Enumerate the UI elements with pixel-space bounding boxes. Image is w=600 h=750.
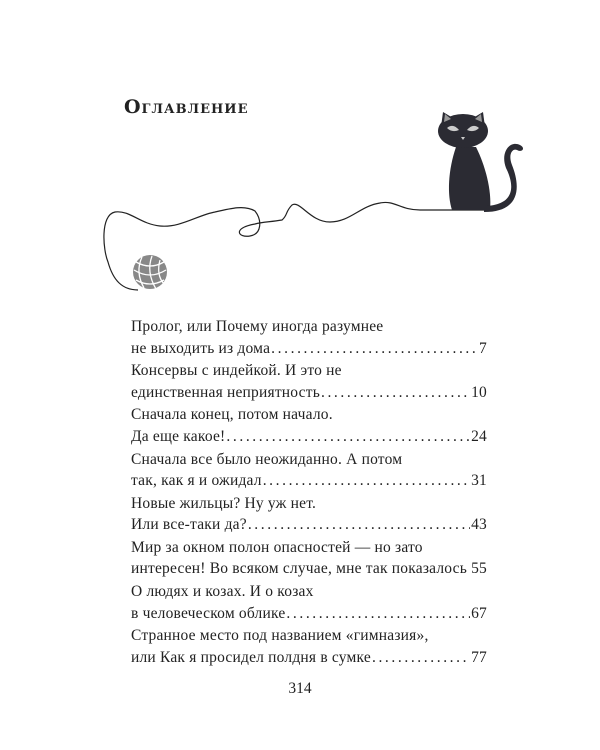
entry-title-line: единственная неприятность bbox=[131, 383, 320, 401]
toc-entry[interactable] bbox=[131, 581, 487, 625]
page-title: Оглавление bbox=[124, 96, 249, 118]
entry-page-number: 77 bbox=[471, 648, 487, 666]
dot-leader bbox=[372, 647, 470, 669]
entry-page-number: 24 bbox=[471, 427, 487, 445]
dot-leader bbox=[271, 338, 478, 360]
dot-leader bbox=[226, 426, 470, 448]
entry-page-number: 43 bbox=[471, 516, 487, 534]
dot-leader bbox=[263, 470, 470, 492]
page-number: 314 bbox=[288, 680, 312, 697]
toc-entry[interactable] bbox=[131, 316, 487, 360]
entry-title-line: или Как я просидел полдня в сумке bbox=[131, 648, 371, 666]
entry-title-line: Странное место под названием «гимназия», bbox=[131, 627, 429, 645]
entry-title-line: в человеческом облике bbox=[131, 604, 286, 622]
entry-title-line: Мир за окном полон опасностей — но зато bbox=[131, 538, 423, 556]
entry-page-number: 10 bbox=[471, 383, 487, 401]
entry-title-line: не выходить из дома bbox=[131, 339, 271, 357]
toc-entry[interactable] bbox=[131, 537, 487, 581]
dot-leader bbox=[321, 382, 470, 404]
table-of-contents bbox=[131, 316, 487, 670]
black-cat-icon bbox=[438, 112, 523, 212]
entry-page-number: 7 bbox=[479, 339, 487, 357]
entry-page-number: 67 bbox=[471, 604, 487, 622]
cat-and-yarn-illustration bbox=[0, 0, 600, 320]
toc-entry[interactable] bbox=[131, 493, 487, 537]
toc-entry[interactable] bbox=[131, 625, 487, 669]
entry-title-line: интересен! Во всяком случае, мне так показалось bbox=[131, 560, 467, 578]
entry-page-number: 55 bbox=[471, 560, 487, 578]
yarn-ball-icon bbox=[133, 255, 167, 289]
dot-leader bbox=[248, 514, 470, 536]
entry-title-line: Сначала конец, потом начало. bbox=[131, 406, 333, 424]
entry-title-line: Да еще какое! bbox=[131, 427, 226, 445]
entry-title-line: так, как я и ожидал bbox=[131, 472, 262, 490]
entry-title-line: Новые жильцы? Ну уж нет. bbox=[131, 494, 317, 512]
entry-title-line: О людях и козах. И о козах bbox=[131, 583, 314, 601]
entry-title-line: Сначала все было неожиданно. А потом bbox=[131, 450, 403, 468]
toc-entry[interactable] bbox=[131, 360, 487, 404]
entry-page-number: 31 bbox=[471, 472, 487, 490]
toc-entry[interactable] bbox=[131, 404, 487, 448]
dot-leader bbox=[286, 603, 470, 625]
entry-title-line: Пролог, или Почему иногда разумнее bbox=[131, 318, 384, 335]
entry-title-line: Или все-таки да? bbox=[131, 516, 247, 534]
toc-entry[interactable] bbox=[131, 449, 487, 493]
entry-title-line: Консервы с индейкой. И это не bbox=[131, 362, 342, 380]
